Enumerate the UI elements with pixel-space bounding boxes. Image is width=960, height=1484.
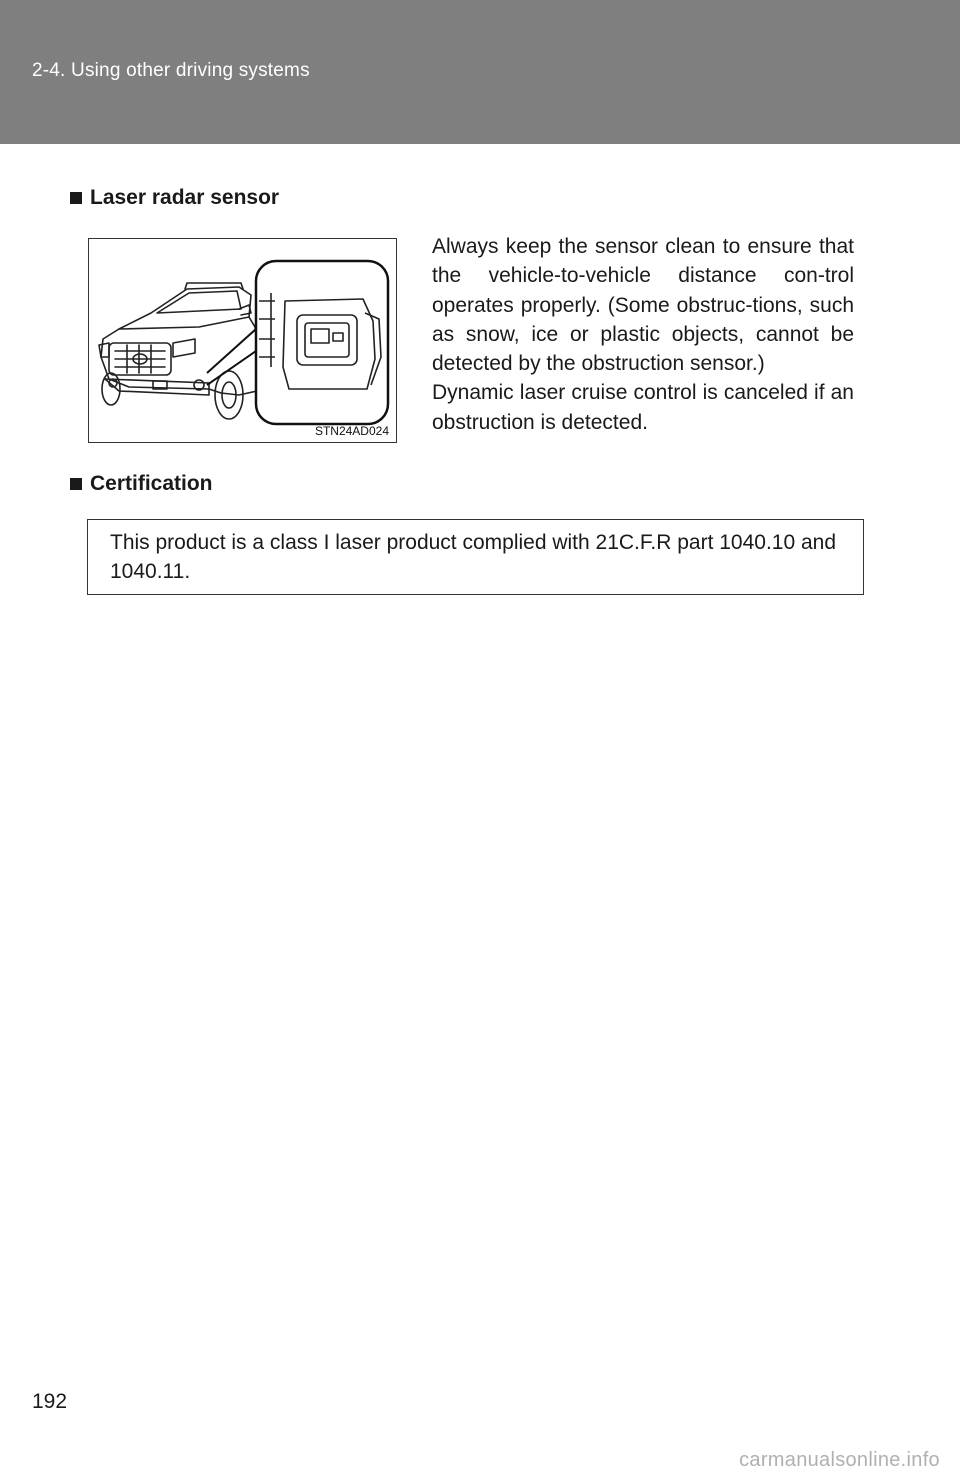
vehicle-sensor-illustration — [88, 238, 397, 443]
certification-text: This product is a class I laser product complied with 21C.F.R part 1040.10 and 1040.11. — [110, 531, 837, 583]
sensor-description — [432, 232, 854, 437]
heading-laser-radar-sensor — [70, 186, 279, 210]
square-bullet-icon — [70, 192, 82, 204]
paragraph-canceled: Dynamic laser cruise control is canceled if an obstruction is detected. — [432, 381, 854, 434]
page-number: 192 — [32, 1390, 68, 1413]
paragraph-sensor-clean: Always keep the sensor clean to ensure that the vehicle-to-vehicle distance con-trol operates properly. (Some obstruc-tions, such as snow, ice or plastic objects, cannot be detected by the obstruction sensor.) — [432, 235, 854, 376]
watermark: carmanualsonline.info — [739, 1449, 940, 1471]
square-bullet-icon — [70, 478, 82, 490]
heading-text: Certification — [90, 472, 213, 495]
page-header — [0, 0, 960, 144]
truck-front-drawing — [89, 239, 396, 442]
certification-box — [87, 519, 864, 595]
section-title: 2-4. Using other driving systems — [32, 60, 310, 81]
heading-text: Laser radar sensor — [90, 186, 280, 209]
heading-certification — [70, 472, 213, 496]
figure-code: STN24AD024 — [314, 424, 389, 438]
